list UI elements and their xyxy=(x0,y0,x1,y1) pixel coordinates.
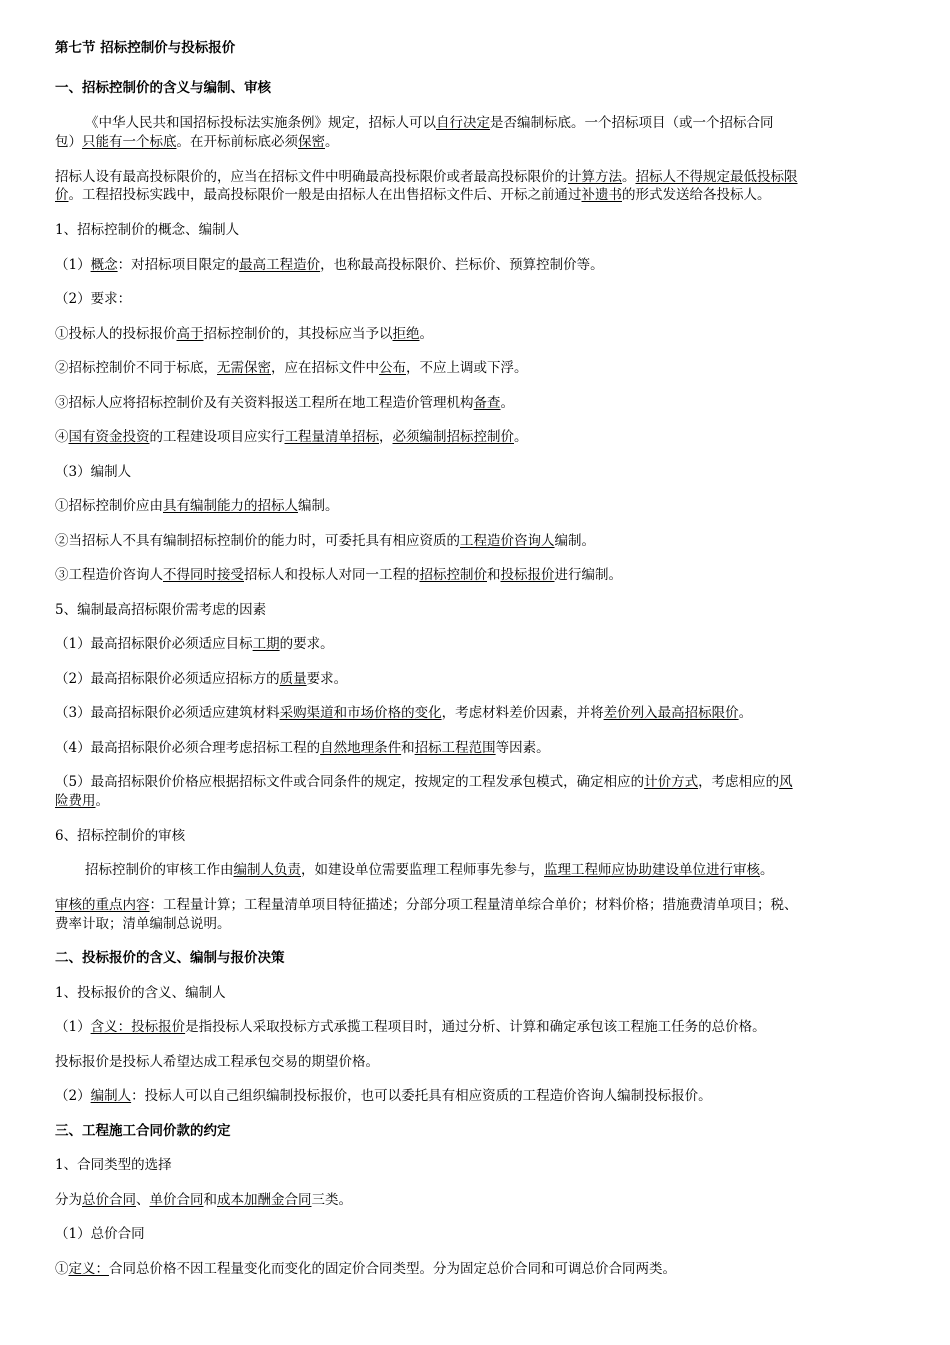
text-run: ，不应上调或下浮。 xyxy=(406,360,528,376)
text-run: （1） xyxy=(55,1019,91,1035)
list-item xyxy=(55,395,900,412)
text-run: 是否编制标底。一个招标项目（或一个招标合同 xyxy=(490,115,774,131)
underlined-text: 补遗书 xyxy=(581,187,622,203)
underlined-text: 成本加酬金合同 xyxy=(217,1192,312,1208)
text-run: ②招标控制价不同于标底， xyxy=(55,360,217,376)
heading-1 xyxy=(55,80,900,97)
text-run: 的要求。 xyxy=(279,636,334,652)
text-run: （1）总价合同 xyxy=(55,1226,145,1242)
text-run: 。工程招投标实践中，最高投标限价一般是由招标人在出售招标文件后、开标之前通过 xyxy=(68,187,582,203)
list-item xyxy=(55,498,900,515)
underlined-text: 风 xyxy=(779,774,793,790)
text-run: ：对招标项目限定的 xyxy=(117,257,240,273)
text-run: 包） xyxy=(55,134,82,150)
text-run: ：投标人可以自己组织编制投标报价，也可以委托具有相应资质的工程造价咨询人编制投标报价。 xyxy=(131,1088,712,1104)
underlined-text: 保密 xyxy=(298,134,325,150)
paragraph-line xyxy=(55,169,900,186)
underlined-text: 计算方法 xyxy=(568,169,622,185)
list-item xyxy=(55,705,900,722)
underlined-text: 自行决定 xyxy=(436,115,490,131)
underlined-text: 总价合同 xyxy=(82,1192,136,1208)
underlined-text: 审核的重点内容 xyxy=(55,897,150,913)
text-run: （1） xyxy=(55,257,91,273)
paragraph-line xyxy=(55,187,900,204)
text-run: （2）要求： xyxy=(55,291,132,307)
underlined-text: 工期 xyxy=(252,636,280,652)
text-run: 等因素。 xyxy=(495,740,550,756)
list-item xyxy=(55,326,900,343)
underlined-text: 险费用 xyxy=(55,793,96,809)
text-run: 1、合同类型的选择 xyxy=(55,1157,172,1173)
text-run: 第七节 招标控制价与投标报价 xyxy=(55,40,236,56)
text-run: 1、招标控制价的概念、编制人 xyxy=(55,222,240,238)
subheading xyxy=(55,602,900,619)
underlined-text: 只能有一个标底 xyxy=(82,134,177,150)
subheading xyxy=(55,985,900,1002)
underlined-text: 具有编制能力的招标人 xyxy=(163,498,298,514)
text-run: 。 xyxy=(419,326,433,342)
text-run: ①招标控制价应由 xyxy=(55,498,163,514)
underlined-text: 单价合同 xyxy=(149,1192,204,1208)
paragraph-line xyxy=(55,897,900,914)
list-item xyxy=(55,1088,900,1105)
subheading xyxy=(55,222,900,239)
text-run: 编制。 xyxy=(298,498,339,514)
text-run: 招标控制价的，其投标应当予以 xyxy=(203,326,393,342)
underlined-text: 招标工程范围 xyxy=(414,740,496,756)
text-run: 。 xyxy=(622,169,636,185)
text-run: 和 xyxy=(401,740,415,756)
underlined-text: 计价方式 xyxy=(644,774,699,790)
underlined-text: 工程量清单招标 xyxy=(284,429,379,445)
text-run: 。 xyxy=(325,134,339,150)
list-item xyxy=(55,1261,900,1278)
list-item xyxy=(55,793,900,810)
text-run: 三、工程施工合同价款的约定 xyxy=(55,1123,231,1139)
text-run: 二、投标报价的含义、编制与报价决策 xyxy=(55,950,285,966)
text-run: 的形式发送给各投标人。 xyxy=(622,187,771,203)
text-run: ③工程造价咨询人 xyxy=(55,567,163,583)
text-run: 招标控制价的审核工作由 xyxy=(85,862,234,878)
text-run: （2） xyxy=(55,1088,91,1104)
list-item xyxy=(55,291,900,308)
text-run: 编制。 xyxy=(554,533,595,549)
text-run: 要求。 xyxy=(306,671,348,687)
paragraph-line xyxy=(85,862,900,879)
text-run: 。 xyxy=(95,793,109,809)
text-run: （5）最高招标限价价格应根据招标文件或合同条件的规定，按规定的工程发承包模式，确定相应的 xyxy=(55,774,645,790)
text-run: （4）最高招标限价必须合理考虑招标工程的 xyxy=(55,740,321,756)
text-run: 分为 xyxy=(55,1192,82,1208)
underlined-text: 含义：投标报价 xyxy=(90,1019,186,1035)
underlined-text: 高于 xyxy=(176,326,204,342)
underlined-text: 国有资金投资 xyxy=(68,429,150,445)
underlined-text: 公布 xyxy=(379,360,406,376)
subheading xyxy=(55,1157,900,1174)
text-run: 是指投标人采取投标方式承揽工程项目时，通过分析、计算和确定承包该工程施工任务的总价格。 xyxy=(185,1019,766,1035)
text-run: 和 xyxy=(487,567,501,583)
text-run: 投标报价是投标人希望达成工程承包交易的期望价格。 xyxy=(55,1054,379,1070)
text-run: 进行编制。 xyxy=(554,567,622,583)
text-run: ②当招标人不具有编制招标控制价的能力时，可委托具有相应资质的 xyxy=(55,533,460,549)
underlined-text: 备查 xyxy=(473,395,501,411)
text-run: 。 xyxy=(514,429,528,445)
underlined-text: 编制人 xyxy=(90,1088,132,1104)
text-run: （1）最高招标限价必须适应目标 xyxy=(55,636,253,652)
underlined-text: 工程造价咨询人 xyxy=(460,533,555,549)
text-run: 合同总价格不因工程量变化而变化的固定价合同类型。分为固定总价合同和可调总价合同两类。 xyxy=(109,1261,676,1277)
underlined-text: 价 xyxy=(55,187,69,203)
text-run: ③招标人应将招标控制价及有关资料报送工程所在地工程造价管理机构 xyxy=(55,395,474,411)
section-title xyxy=(55,40,900,57)
list-item xyxy=(55,1226,900,1243)
subheading xyxy=(55,828,900,845)
paragraph-line xyxy=(55,1054,900,1071)
text-run: （3）编制人 xyxy=(55,464,132,480)
text-run: ，应在招标文件中 xyxy=(271,360,379,376)
list-item xyxy=(55,740,900,757)
paragraph-line xyxy=(55,916,900,933)
underlined-text: 投标报价 xyxy=(500,567,555,583)
text-run: 6、招标控制价的审核 xyxy=(55,828,186,844)
text-run: ：工程量计算；工程量清单项目特征描述；分部分项工程量清单综合单价；材料价格；措施费清单项目；税、 xyxy=(149,897,798,913)
heading-2 xyxy=(55,950,900,967)
text-run: 《中华人民共和国招标投标法实施条例》规定，招标人可以 xyxy=(85,115,436,131)
list-item xyxy=(55,360,900,377)
list-item xyxy=(55,464,900,481)
text-run: ， xyxy=(379,429,393,445)
paragraph-line xyxy=(55,134,900,151)
text-run: 。 xyxy=(738,705,753,721)
text-run: ，如建设单位需要监理工程师事先参与， xyxy=(301,862,544,878)
paragraph-line xyxy=(85,115,900,132)
text-run: ，也称最高投标限价、拦标价、预算控制价等。 xyxy=(320,257,604,273)
underlined-text: 拒绝 xyxy=(392,326,420,342)
text-run: ①投标人的投标报价 xyxy=(55,326,177,342)
underlined-text: 必须编制招标控制价 xyxy=(392,429,514,445)
underlined-text: 定义： xyxy=(68,1261,109,1277)
text-run: 的工程建设项目应实行 xyxy=(149,429,285,445)
list-item xyxy=(55,636,900,653)
paragraph-line xyxy=(55,1192,900,1209)
text-run: 费率计取；清单编制总说明。 xyxy=(55,916,231,932)
text-run: ④ xyxy=(55,429,69,445)
text-run: 。 xyxy=(760,862,774,878)
list-item xyxy=(55,671,900,688)
underlined-text: 招标控制价 xyxy=(419,567,487,583)
list-item xyxy=(55,533,900,550)
heading-3 xyxy=(55,1123,900,1140)
text-run: 招标人设有最高投标限价的，应当在招标文件中明确最高投标限价或者最高投标限价的 xyxy=(55,169,568,185)
text-run: （3）最高招标限价必须适应建筑材料 xyxy=(55,705,280,721)
text-run: （2）最高招标限价必须适应招标方的 xyxy=(55,671,280,687)
text-run: 一、招标控制价的含义与编制、审核 xyxy=(55,80,271,96)
underlined-text: 最高工程造价 xyxy=(239,257,321,273)
text-run: 三类。 xyxy=(311,1192,352,1208)
underlined-text: 监理工程师应协助建设单位进行审核 xyxy=(544,862,760,878)
list-item xyxy=(55,774,900,791)
underlined-text: 采购渠道和市场价格的变化 xyxy=(279,705,442,721)
underlined-text: 概念 xyxy=(90,257,118,273)
text-run: ，考虑相应的 xyxy=(698,774,780,790)
text-run: 5、编制最高招标限价需考虑的因素 xyxy=(55,602,267,618)
text-run: 。在开标前标底必须 xyxy=(176,134,298,150)
underlined-text: 自然地理条件 xyxy=(320,740,402,756)
text-run: 招标人和投标人对同一工程的 xyxy=(244,567,420,583)
underlined-text: 不得同时接受 xyxy=(163,567,244,583)
list-item xyxy=(55,257,900,274)
text-run: 1、投标报价的含义、编制人 xyxy=(55,985,226,1001)
underlined-text: 编制人负责 xyxy=(233,862,301,878)
underlined-text: 招标人不得规定最低投标限 xyxy=(635,169,798,185)
list-item xyxy=(55,567,900,584)
text-run: 和 xyxy=(203,1192,217,1208)
text-run: ① xyxy=(55,1261,69,1277)
text-run: 。 xyxy=(500,395,514,411)
underlined-text: 差价列入最高招标限价 xyxy=(603,705,739,721)
underlined-text: 无需保密 xyxy=(217,360,271,376)
text-run: 、 xyxy=(136,1192,150,1208)
text-run: ，考虑材料差价因素，并将 xyxy=(441,705,604,721)
list-item xyxy=(55,429,900,446)
list-item xyxy=(55,1019,900,1036)
underlined-text: 质量 xyxy=(279,671,307,687)
